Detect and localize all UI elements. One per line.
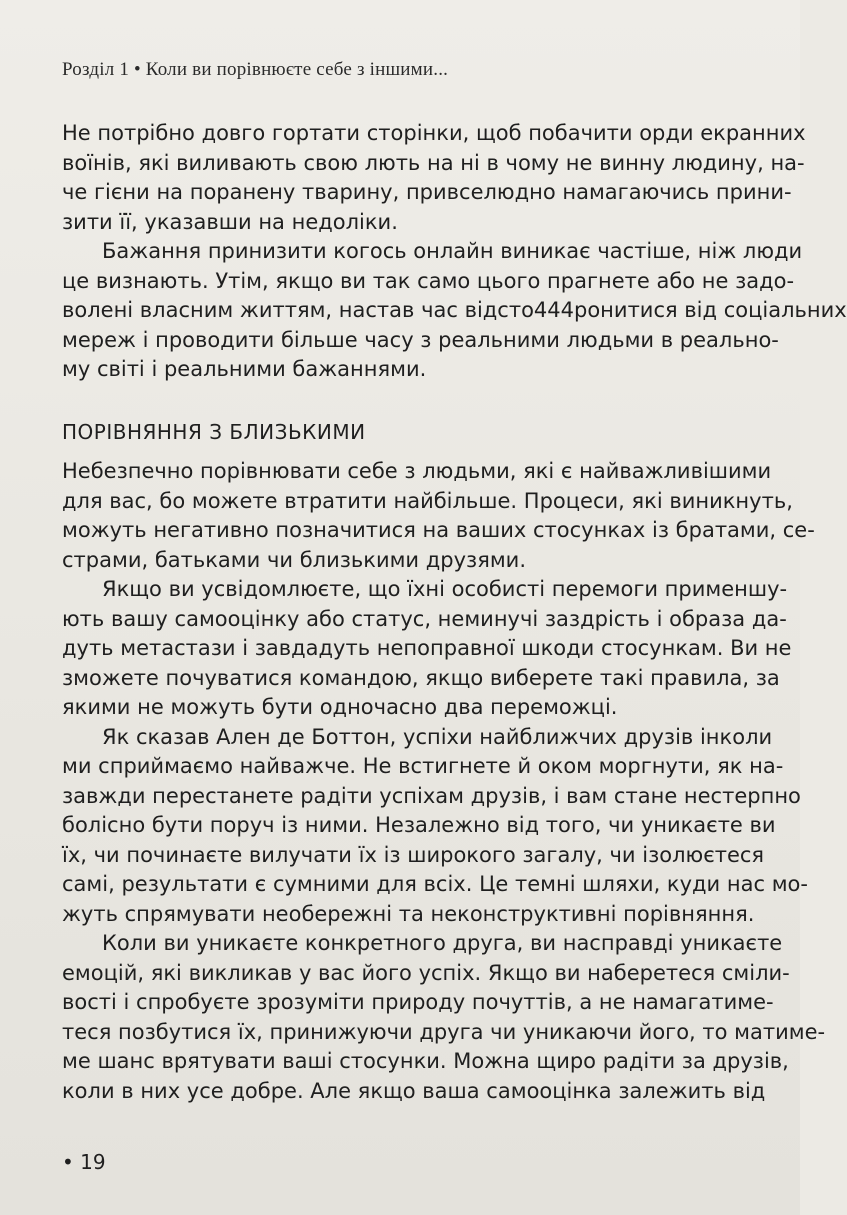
text-line: Коли ви уникаєте конкретного друга, ви насправді уникаєте [102, 931, 783, 955]
text-line: теся позбутися їх, принижуючи друга чи уникаючи його, то матиме- [62, 1019, 826, 1044]
text-line: їх, чи починаєте вилучати їх із широкого загалу, чи ізолюєтеся [62, 842, 765, 867]
text-line: страми, батьками чи близькими друзями. [62, 547, 526, 572]
page-number: • 19 [62, 1150, 106, 1174]
text-line: Не потрібно довго гортати сторінки, щоб побачити орди екранних [62, 121, 806, 145]
text-line: для вас, бо можете втратити найбільше. Процеси, які виникнуть, [62, 488, 793, 513]
text-line: зможете почуватися командою, якщо виберете такі правила, за [62, 665, 780, 690]
text-line: самі, результати є сумними для всіх. Це темні шляхи, куди нас мо- [62, 872, 808, 896]
text-line: Якщо ви усвідомлюєте, що їхні особисті перемоги применшу- [102, 577, 788, 601]
text-line: ють вашу самооцінку або статус, неминучі заздрість і образа да- [62, 606, 787, 631]
text-line: емоцій, які викликав у вас його успіх. Якщо ви наберетеся сміли- [62, 960, 790, 985]
text-line: Небезпечно порівнювати себе з людьми, які є найважливішими [62, 459, 772, 483]
text-line: ме шанс врятувати ваші стосунки. Можна щиро радіти за друзів, [62, 1049, 789, 1073]
text-line: ми сприймаємо найважче. Не встигнете й оком моргнути, як на- [62, 754, 784, 778]
text-line: завжди перестанете радіти успіхам друзів, і вам стане нестерпно [62, 783, 801, 808]
text-line: воїнів, які виливають свою лють на ні в чому не винну людину, на- [62, 150, 805, 175]
text-line: можуть негативно позначитися на ваших стосунках із братами, се- [62, 518, 815, 542]
text-block-intro [62, 119, 847, 385]
text-line: му світі і реальними бажаннями. [62, 357, 427, 381]
text-line: це визнають. Утім, якщо ви так само цього прагнете або не задо- [62, 268, 795, 293]
section-heading: ПОРІВНЯННЯ З БЛИЗЬКИМИ [62, 420, 366, 444]
text-line: болісно бути поруч із ними. Незалежно від того, чи уникаєте ви [62, 813, 776, 837]
text-line: Бажання принизити когось онлайн виникає частіше, ніж люди [102, 239, 803, 263]
text-line: дуть метастази і завдадуть непоправної шкоди стосункам. Ви не [62, 636, 792, 660]
text-line: коли в них усе добре. Але якщо ваша самооцінка залежить від [62, 1078, 766, 1103]
text-line: жуть спрямувати необережні та неконструктивні порівняння. [62, 901, 755, 926]
text-line: че гієни на поранену тварину, привселюдно намагаючись прини- [62, 180, 792, 204]
text-line: мереж і проводити більше часу з реальними людьми в реально- [62, 327, 779, 352]
running-header: Розділ 1 • Коли ви порівнюєте себе з іншими... [62, 59, 449, 80]
text-block-main [62, 457, 826, 1106]
text-line: волені власним життям, настав час відсто444ронитися від соціальних [62, 298, 847, 322]
text-line: якими не можуть бути одночасно два переможці. [62, 695, 618, 719]
text-line: Як сказав Ален де Боттон, успіхи найближчих друзів інколи [102, 724, 773, 749]
text-line: зити її, указавши на недоліки. [62, 209, 398, 234]
text-line: вості і спробуєте зрозуміти природу почуттів, а не намагатиме- [62, 990, 774, 1014]
